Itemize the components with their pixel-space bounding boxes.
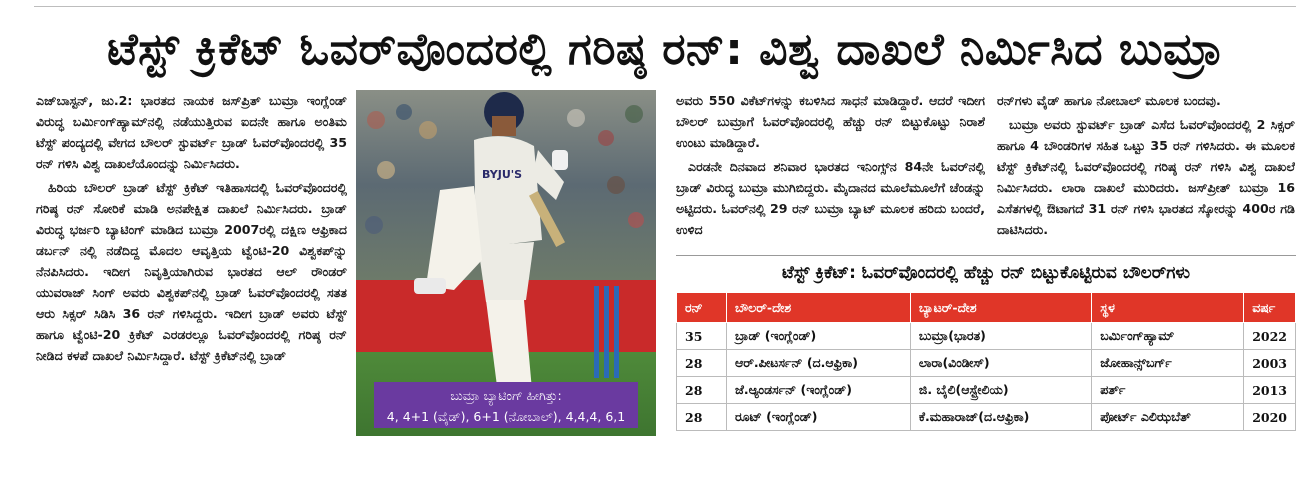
cell-bowler: ಆರ್.ಪೀಟರ್ಸನ್ (ದ.ಆಫ್ರಿಕಾ) (726, 350, 910, 377)
article-column-3 (676, 90, 985, 260)
col4-paragraph-2: ಬುಮ್ರಾ ಅವರು ಸ್ಟುವರ್ಟ್ ಬ್ರಾಡ್ ಎಸೆದ ಓವರ್‌ವೊಂದರಲ್ಲಿ 2 ಸಿಕ್ಸರ್ ಹಾಗೂ 4 ಬೌಂಡರಿಗಳ ಸಹಿತ ಒಟ್ಟು 35 ರನ್ ಗಳಿಸಿದರು. ಈ ಮೂಲಕ ಟೆಸ್ಟ್ ಕ್ರಿಕೆಟ್‌ನಲ್ಲಿ ಓವರ್‌ವೊಂದರಲ್ಲಿ ಗರಿಷ್ಠ ರನ್ ಗಳಿಸಿ ವಿಶ್ವ ದಾಖಲೆ ನಿರ್ಮಿಸಿದರು. ಲಾರಾ ದಾಖಲೆ ಮುರಿದರು. ಜಸ್‌ಪ್ರೀತ್ ಬುಮ್ರಾ 16 ಎಸೆತಗಳಲ್ಲಿ ಔಟಾಗದೆ 31 ರನ್ ಗಳಿಸಿ ಭಾರತದ ಸ್ಕೋರನ್ನು 400ರ ಗಡಿ ದಾಟಿಸಿದರು. (997, 117, 1295, 237)
cell-venue: ಪರ್ತ್ (1092, 377, 1244, 404)
stumps (594, 286, 619, 378)
col4-paragraph-1: ರನ್‌ಗಳು ವೈಡ್ ಹಾಗೂ ನೋಬಾಲ್ ಮೂಲಕ ಬಂದವು. (997, 93, 1221, 108)
cell-bowler: ರೂಟ್ (ಇಂಗ್ಲೆಂಡ್) (726, 404, 910, 431)
cell-venue: ಬರ್ಮಿಂಗ್‌ಹ್ಯಾಮ್ (1092, 323, 1244, 350)
cell-batter: ಜಿ. ಬೈಲಿ(ಆಸ್ಟ್ರೇಲಿಯ) (910, 377, 1091, 404)
table-title-rule (676, 255, 1296, 256)
col1-paragraph-2: ಹಿರಿಯ ಬೌಲರ್ ಬ್ರಾಡ್ ಟೆಸ್ಟ್ ಕ್ರಿಕೆಟ್ ಇತಿಹಾಸದಲ್ಲಿ ಓವರ್‌ವೊಂದರಲ್ಲಿ ಗರಿಷ್ಠ ರನ್ ಸೋರಿಕೆ ಮಾಡಿ ಅನಪೇಕ್ಷಿತ ದಾಖಲೆ ನಿರ್ಮಿಸಿದರು. ಬ್ರಾಡ್ ವಿರುದ್ಧ ಭರ್ಜರಿ ಬ್ಯಾಟಿಂಗ್ ಮಾಡಿದ ಬುಮ್ರಾ 2007ರಲ್ಲಿ ದಕ್ಷಿಣ ಆಫ್ರಿಕಾದ ಡರ್ಬನ್ ನಲ್ಲಿ ನಡೆದಿದ್ದ ಮೊದಲ ಆವೃತ್ತಿಯ ಟ್ವೆಂಟಿ-20 ವಿಶ್ವಕಪ್‌ನ್ನು ನೆನಪಿಸಿದರು. ಇದೀಗ ನಿವೃತ್ತಿಯಾಗಿರುವ ಭಾರತದ ಆಲ್ ರೌಂಡರ್ ಯುವರಾಜ್ ಸಿಂಗ್ ಅವರು ವಿಶ್ವಕಪ್‌ನಲ್ಲಿ ಬ್ರಾಡ್ ಓವರ್‌ವೊಂದರಲ್ಲಿ ಸತತ ಆರು ಸಿಕ್ಸರ್ ಸಿಡಿಸಿ 36 ರನ್ ಗಳಿಸಿದ್ದರು. ಇದೀಗ ಬ್ರಾಡ್ ಅವರು ಟೆಸ್ಟ್ ಹಾಗೂ ಟ್ವೆಂಟಿ-20 ಕ್ರಿಕೆಟ್ ಎರಡರಲ್ಲೂ ಓವರ್‌ವೊಂದರಲ್ಲಿ ಗರಿಷ್ಠ ರನ್ ನೀಡಿದ ಕಳಪೆ ದಾಖಲೆ ನಿರ್ಮಿಸಿದ್ದಾರೆ. ಟೆಸ್ಟ್ ಕ್ರಿಕೆಟ್‌ನಲ್ಲಿ ಬ್ರಾಡ್ (36, 180, 347, 363)
cell-runs: 28 (677, 350, 727, 377)
cell-year: 2022 (1244, 323, 1296, 350)
cell-batter: ಬುಮ್ರಾ(ಭಾರತ) (910, 323, 1091, 350)
jersey-text: BYJU'S (482, 168, 523, 181)
article-column-1 (36, 90, 347, 430)
article-column-4 (997, 90, 1295, 260)
header-bowler: ಬೌಲರ್-ದೇಶ (726, 293, 910, 323)
cell-year: 2020 (1244, 404, 1296, 431)
cell-runs: 28 (677, 377, 727, 404)
cell-bowler: ಜೆ.ಆ್ಯಂಡರ್ಸನ್ (ಇಂಗ್ಲೆಂಡ್) (726, 377, 910, 404)
top-rule (34, 6, 1296, 7)
col3-paragraph-1: ಅವರು 550 ವಿಕೆಟ್‌ಗಳನ್ನು ಕಬಳಿಸಿದ ಸಾಧನೆ ಮಾಡಿದ್ದಾರೆ. ಆದರೆ ಇದೀಗ ಬೌಲರ್ ಬುಮ್ರಾಗೆ ಓವರ್‌ವೊಂದರಲ್ಲಿ ಹೆಚ್ಚು ರನ್ ಬಿಟ್ಟುಕೊಟ್ಟು ನಿರಾಶೆ ಉಂಟು ಮಾಡಿದ್ದಾರೆ. (676, 93, 985, 150)
header-venue: ಸ್ಥಳ (1092, 293, 1244, 323)
cell-bowler: ಬ್ರಾಡ್ (ಇಂಗ್ಲೆಂಡ್) (726, 323, 910, 350)
runs-table (676, 292, 1296, 431)
cell-runs: 28 (677, 404, 727, 431)
cell-year: 2003 (1244, 350, 1296, 377)
table-header-row (677, 293, 1296, 323)
table-row (677, 323, 1296, 350)
header-runs: ರನ್ (677, 293, 727, 323)
news-photo (356, 90, 656, 436)
table-row (677, 404, 1296, 431)
cell-batter: ಲಾರಾ(ವಿಂಡೀಸ್) (910, 350, 1091, 377)
col3-paragraph-2: ಎರಡನೇ ದಿನವಾದ ಶನಿವಾರ ಭಾರತದ ಇನಿಂಗ್ಸ್‌ನ 84ನೇ ಓವರ್‌ನಲ್ಲಿ ಬ್ರಾಡ್ ವಿರುದ್ಧ ಬುಮ್ರಾ ಮುಗಿಬಿದ್ದರು. ಮೈದಾನದ ಮೂಲೆಮೂಲೆಗೆ ಚೆಂಡನ್ನು ಅಟ್ಟಿದರು. ಓವರ್‌ನಲ್ಲಿ 29 ರನ್ ಬುಮ್ರಾ ಬ್ಯಾಟ್ ಮೂಲಕ ಹರಿದು ಬಂದರೆ, ಉಳಿದ (676, 159, 985, 237)
table-title: ಟೆಸ್ಟ್ ಕ್ರಿಕೆಟ್: ಓವರ್‌ವೊಂದರಲ್ಲಿ ಹೆಚ್ಚು ರನ್ ಬಿಟ್ಟುಕೊಟ್ಟಿರುವ ಬೌಲರ್‌ಗಳು (781, 263, 1191, 283)
table-row (677, 377, 1296, 404)
cell-venue: ಜೋಹಾನ್ಸ್‌ಬರ್ಗ್ (1092, 350, 1244, 377)
table-row (677, 350, 1296, 377)
caption-line-2: 4, 4+1 (ವೈಡ್), 6+1 (ನೋಬಾಲ್), 4,4,4, 6,1 (386, 409, 626, 424)
cell-batter: ಕೆ.ಮಹಾರಾಜ್(ದ.ಆಫ್ರಿಕಾ) (910, 404, 1091, 431)
photo-caption (374, 382, 638, 428)
header-year: ವರ್ಷ (1244, 293, 1296, 323)
headline: ಟೆಸ್ಟ್ ಕ್ರಿಕೆಟ್ ಓವರ್‌ವೊಂದರಲ್ಲಿ ಗರಿಷ್ಠ ರನ್: ವಿಶ್ವ ದಾಖಲೆ ನಿರ್ಮಿಸಿದ ಬುಮ್ರಾ (107, 24, 1223, 75)
cell-year: 2013 (1244, 377, 1296, 404)
header-batter: ಬ್ಯಾಟರ್-ದೇಶ (910, 293, 1091, 323)
caption-line-1: ಬುಮ್ರಾ ಬ್ಯಾಟಿಂಗ್ ಹೀಗಿತ್ತು: (450, 388, 562, 403)
col1-paragraph-1: ಎಜ್‌ಬಾಸ್ಟನ್, ಜು.2: ಭಾರತದ ನಾಯಕ ಜಸ್‌ಪ್ರಿತ್ ಬುಮ್ರಾ ಇಂಗ್ಲೆಂಡ್ ವಿರುದ್ಧ ಬರ್ಮಿಂಗ್‌ಹ್ಯಾಮ್‌ನಲ್ಲಿ ನಡೆಯುತ್ತಿರುವ ಐದನೇ ಹಾಗೂ ಅಂತಿಮ ಟೆಸ್ಟ್ ಪಂದ್ಯದಲ್ಲಿ ವೇಗದ ಬೌಲರ್ ಸ್ಟುವರ್ಟ್ ಬ್ರಾಡ್ ಓವರ್‌ವೊಂದರಲ್ಲಿ 35 ರನ್ ಗಳಿಸಿ ವಿಶ್ವ ದಾಖಲೆಯೊಂದನ್ನು ನಿರ್ಮಿಸಿದರು. (36, 93, 347, 171)
cell-venue: ಪೋರ್ಟ್ ಎಲಿಝಬೆತ್ (1092, 404, 1244, 431)
cell-runs: 35 (677, 323, 727, 350)
